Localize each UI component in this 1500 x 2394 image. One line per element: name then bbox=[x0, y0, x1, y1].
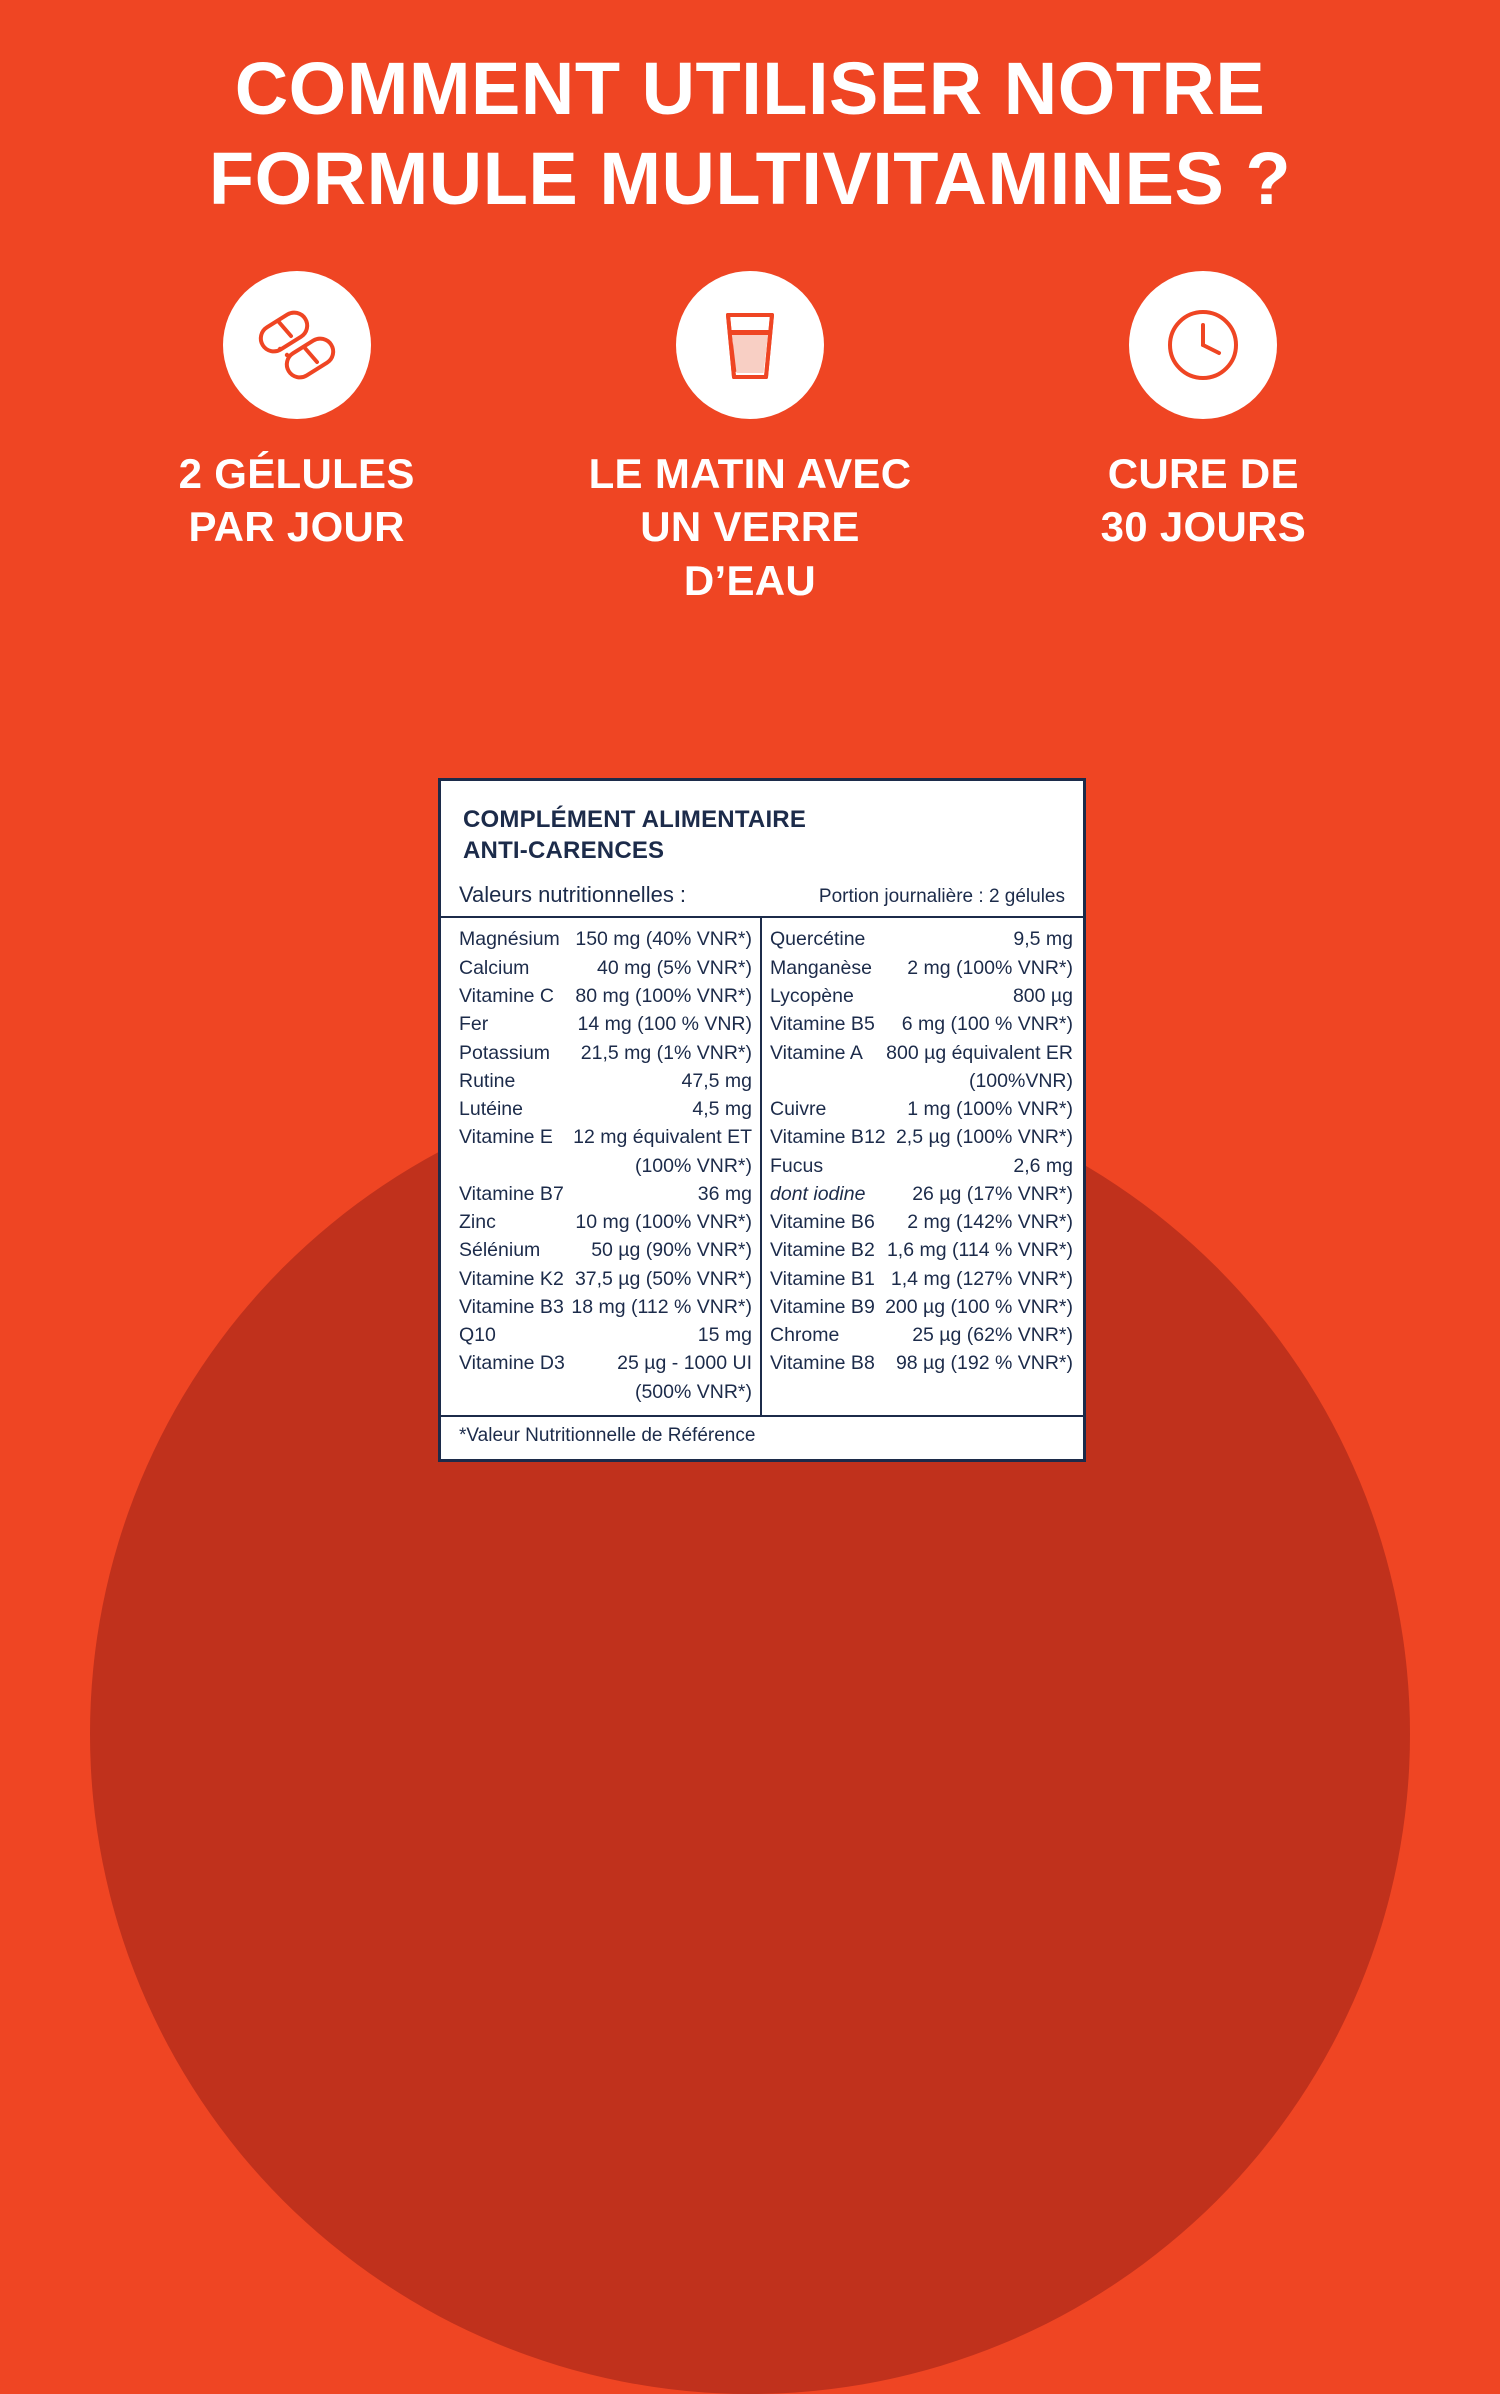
nutrient-value: 1 mg (100% VNR*) bbox=[907, 1098, 1073, 1121]
step-timing-line1: LE MATIN AVEC bbox=[588, 449, 912, 497]
nutrition-row bbox=[770, 1349, 1073, 1377]
nutrient-name: Zinc bbox=[459, 1211, 496, 1234]
nutrient-value: 2 mg (142% VNR*) bbox=[907, 1211, 1073, 1234]
capsules-icon bbox=[223, 271, 371, 419]
panel-footnote: *Valeur Nutritionnelle de Référence bbox=[459, 1424, 756, 1446]
nutrient-value: 36 mg bbox=[697, 1182, 752, 1205]
nutrition-row bbox=[459, 1039, 752, 1067]
panel-heading-line2: ANTI-CARENCES bbox=[463, 836, 665, 864]
nutrient-value: 6 mg (100 % VNR*) bbox=[901, 1013, 1073, 1036]
nutrition-table bbox=[441, 918, 1083, 1417]
nutrient-name: Lutéine bbox=[459, 1098, 523, 1121]
nutrient-name: Lycopène bbox=[770, 984, 854, 1007]
nutrition-row bbox=[770, 1321, 1073, 1349]
nutrition-row bbox=[770, 1123, 1073, 1151]
nutrition-column-left bbox=[441, 918, 762, 1415]
nutrient-name: Vitamine C bbox=[459, 984, 555, 1007]
nutrition-row bbox=[459, 1208, 752, 1236]
nutrient-value: 26 µg (17% VNR*) bbox=[912, 1182, 1073, 1205]
nutrient-name: Manganèse bbox=[770, 956, 872, 979]
nutrition-row bbox=[459, 1067, 752, 1095]
nutrition-row bbox=[459, 1180, 752, 1208]
nutrient-name: Vitamine B2 bbox=[770, 1239, 875, 1262]
nutrient-name: Vitamine D3 bbox=[459, 1352, 565, 1375]
page-content bbox=[0, 44, 1500, 608]
nutrient-name: Vitamine B12 bbox=[770, 1126, 886, 1149]
nutrient-value: 2,5 µg (100% VNR*) bbox=[895, 1126, 1073, 1149]
step-duration-line1: CURE DE bbox=[1107, 449, 1299, 497]
nutrient-value: 200 µg (100 % VNR*) bbox=[885, 1295, 1073, 1318]
nutrition-row bbox=[459, 954, 752, 982]
step-dosage bbox=[132, 271, 462, 555]
nutrient-name: dont iodine bbox=[770, 1182, 866, 1205]
nutrient-name: Vitamine A bbox=[770, 1041, 863, 1064]
nutrition-row bbox=[770, 925, 1073, 953]
nutrient-name: Vitamine B8 bbox=[770, 1352, 875, 1375]
step-timing-label bbox=[585, 447, 915, 608]
nutrient-value: 800 µg équivalent ER bbox=[886, 1041, 1073, 1064]
nutrient-value: 18 mg (112 % VNR*) bbox=[571, 1295, 752, 1318]
step-duration-line2: 30 JOURS bbox=[1100, 503, 1307, 551]
nutrient-value: 15 mg bbox=[697, 1324, 752, 1347]
nutrient-value: 50 µg (90% VNR*) bbox=[591, 1239, 752, 1262]
nutrient-value: 98 µg (192 % VNR*) bbox=[895, 1352, 1073, 1375]
nutrient-name: Rutine bbox=[459, 1069, 516, 1092]
page-title: COMMENT UTILISER NOTRE FORMULE MULTIVITAMINES ? bbox=[208, 47, 1292, 221]
water-glass-icon bbox=[676, 271, 824, 419]
nutrition-row bbox=[459, 1378, 752, 1406]
nutrition-row bbox=[770, 1208, 1073, 1236]
nutrition-row bbox=[459, 1321, 752, 1349]
step-timing bbox=[585, 271, 915, 608]
nutrient-value: 25 µg (62% VNR*) bbox=[912, 1324, 1073, 1347]
nutrient-name: Vitamine B7 bbox=[459, 1182, 564, 1205]
nutrient-name: Vitamine B6 bbox=[770, 1211, 875, 1234]
nutrition-row bbox=[459, 1293, 752, 1321]
step-dosage-line1: 2 GÉLULES bbox=[178, 449, 415, 497]
step-timing-line2: UN VERRE D’EAU bbox=[640, 503, 860, 605]
nutrient-value: 37,5 µg (50% VNR*) bbox=[574, 1267, 752, 1290]
nutrition-row bbox=[770, 1095, 1073, 1123]
nutrient-name: Vitamine B5 bbox=[770, 1013, 875, 1036]
nutrition-column-right bbox=[762, 918, 1083, 1415]
panel-heading bbox=[441, 781, 1083, 882]
nutrient-name: Quercétine bbox=[770, 928, 866, 951]
step-duration-label bbox=[1101, 447, 1307, 555]
nutrient-name: Potassium bbox=[459, 1041, 551, 1064]
nutrient-name: Calcium bbox=[459, 956, 530, 979]
nutrient-value: 40 mg (5% VNR*) bbox=[597, 956, 752, 979]
panel-heading-line1: COMPLÉMENT ALIMENTAIRE bbox=[463, 806, 807, 833]
step-duration bbox=[1038, 271, 1368, 555]
nutrient-value: 12 mg équivalent ET bbox=[573, 1126, 752, 1149]
nutrient-value: 800 µg bbox=[1012, 984, 1073, 1007]
nutrient-value: 2,6 mg bbox=[1013, 1154, 1073, 1177]
nutrient-value: 1,6 mg (114 % VNR*) bbox=[886, 1239, 1073, 1262]
nutrition-row bbox=[459, 1349, 752, 1377]
nutrient-value: 1,4 mg (127% VNR*) bbox=[890, 1267, 1073, 1290]
nutrient-name: Vitamine B1 bbox=[770, 1267, 875, 1290]
nutrient-name: Fucus bbox=[770, 1154, 824, 1177]
nutrition-row bbox=[459, 1152, 752, 1180]
nutrition-values-label: Valeurs nutritionnelles : bbox=[459, 882, 687, 908]
nutrient-name: Vitamine K2 bbox=[459, 1267, 564, 1290]
nutrition-row bbox=[770, 1067, 1073, 1095]
nutrition-row bbox=[459, 982, 752, 1010]
nutrient-value: 2 mg (100% VNR*) bbox=[907, 956, 1073, 979]
nutrition-row bbox=[770, 1293, 1073, 1321]
nutrient-value: (500% VNR*) bbox=[634, 1380, 752, 1403]
daily-portion-label: Portion journalière : 2 gélules bbox=[818, 886, 1065, 908]
nutrition-row bbox=[459, 1010, 752, 1038]
nutrient-value: 9,5 mg bbox=[1013, 928, 1073, 951]
nutrient-name: Vitamine E bbox=[459, 1126, 553, 1149]
nutrient-value: 21,5 mg (1% VNR*) bbox=[580, 1041, 752, 1064]
nutrition-row bbox=[459, 1236, 752, 1264]
nutrition-row bbox=[770, 954, 1073, 982]
panel-subheading bbox=[441, 882, 1083, 918]
nutrition-row bbox=[459, 1095, 752, 1123]
nutrient-name: Vitamine B3 bbox=[459, 1295, 564, 1318]
nutrition-row bbox=[459, 1123, 752, 1151]
nutrient-value: (100% VNR*) bbox=[634, 1154, 752, 1177]
nutrition-row bbox=[770, 982, 1073, 1010]
nutrient-value: 150 mg (40% VNR*) bbox=[575, 928, 752, 951]
nutrition-row bbox=[770, 1236, 1073, 1264]
nutrient-name: Fer bbox=[459, 1013, 489, 1036]
nutrient-name: Chrome bbox=[770, 1324, 840, 1347]
nutrient-name: Magnésium bbox=[459, 928, 560, 951]
nutrient-value: 25 µg - 1000 UI bbox=[617, 1352, 752, 1375]
nutrient-value: 47,5 mg bbox=[681, 1069, 752, 1092]
nutrient-name: Vitamine B9 bbox=[770, 1295, 875, 1318]
nutrient-name: Q10 bbox=[459, 1324, 496, 1347]
nutrition-row bbox=[770, 1180, 1073, 1208]
nutrient-name: Cuivre bbox=[770, 1098, 827, 1121]
step-dosage-line2: PAR JOUR bbox=[188, 503, 405, 551]
nutrient-value: 10 mg (100% VNR*) bbox=[575, 1211, 752, 1234]
nutrition-row bbox=[770, 1152, 1073, 1180]
nutrition-row bbox=[459, 1265, 752, 1293]
nutrition-row bbox=[459, 925, 752, 953]
nutrition-row bbox=[770, 1265, 1073, 1293]
clock-icon bbox=[1129, 271, 1277, 419]
nutrition-row bbox=[770, 1039, 1073, 1067]
nutrition-panel bbox=[438, 778, 1086, 1462]
nutrient-value: 80 mg (100% VNR*) bbox=[575, 984, 752, 1007]
nutrient-name: Sélénium bbox=[459, 1239, 541, 1262]
usage-steps bbox=[70, 271, 1430, 608]
nutrient-value: 4,5 mg bbox=[692, 1098, 752, 1121]
nutrient-value: 14 mg (100 % VNR) bbox=[577, 1013, 752, 1036]
nutrient-value: (100%VNR) bbox=[968, 1069, 1073, 1092]
nutrition-row bbox=[770, 1010, 1073, 1038]
step-dosage-label bbox=[179, 447, 415, 555]
